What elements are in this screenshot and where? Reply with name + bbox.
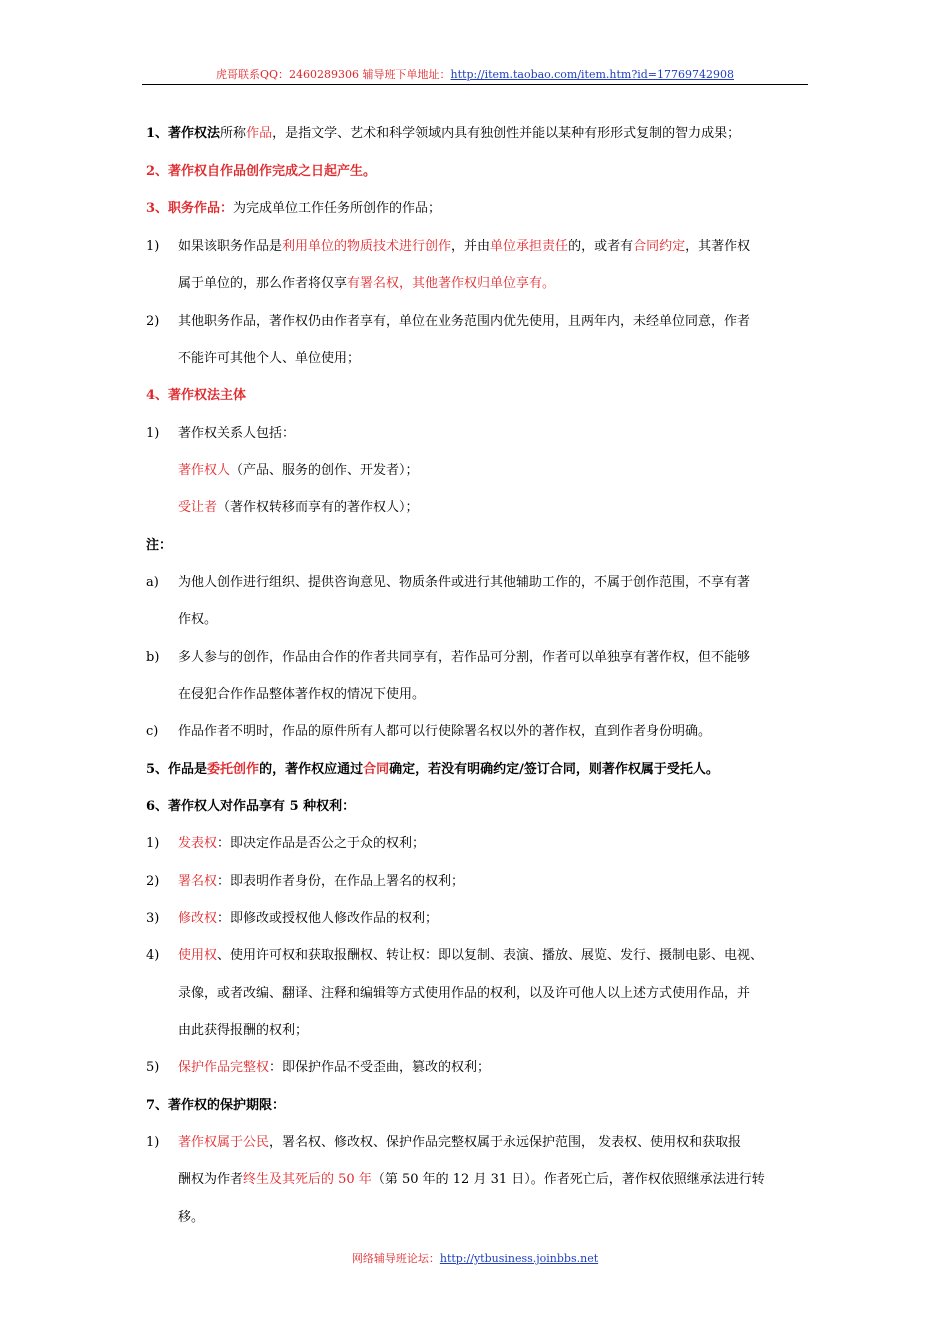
- list-item: 为他人创作进行组织、提供咨询意见、物质条件或进行其他辅助工作的，不属于创作范围，不享有著: [178, 575, 751, 590]
- list-number: a): [146, 575, 159, 590]
- footer-label: 网络辅导班论坛：: [351, 1252, 440, 1265]
- highlight: 署名权: [178, 874, 218, 889]
- section-1: [146, 125, 740, 143]
- list-item-cont: [178, 1171, 765, 1189]
- header-order-link[interactable]: http://item.taobao.com/item.htm?id=17769742908: [450, 68, 734, 81]
- list-number: 2): [146, 314, 160, 329]
- section-5: [146, 761, 719, 779]
- list-item-cont: 不能许可其他个人、单位使用；: [178, 351, 361, 366]
- text: （著作权转移而享有的著作权人）；: [217, 500, 419, 515]
- highlight: 著作权属于公民: [178, 1135, 270, 1150]
- highlight: 委托创作: [207, 762, 260, 777]
- text: 的，或者有: [568, 239, 634, 254]
- section-2: 2、著作权自作品创作完成之日起产生。: [146, 164, 377, 179]
- list-item: [178, 873, 464, 891]
- text: （产品、服务的创作、开发者）；: [230, 463, 419, 478]
- highlight: 使用权: [178, 948, 218, 963]
- list-item-cont: 作权。: [178, 612, 218, 627]
- text: 5、作品是: [146, 762, 208, 777]
- list-item: 作品作者不明时，作品的原件所有人都可以行使除署名权以外的著作权，直到作者身份明确。: [178, 724, 712, 739]
- highlight: 保护作品完整权: [178, 1060, 270, 1075]
- text: 确定，若没有明确约定/签订合同，则著作权属于受托人。: [389, 762, 719, 777]
- highlight: 有署名权，其他著作权归单位享有。: [347, 276, 556, 291]
- list-item: 著作权关系人包括：: [178, 426, 296, 441]
- list-item-cont: 在侵犯合作作品整体著作权的情况下使用。: [178, 687, 426, 702]
- text: ：即表明作者身份，在作品上署名的权利；: [217, 874, 465, 889]
- list-item: [178, 910, 438, 928]
- list-number: 1): [146, 239, 160, 254]
- list-number: 1): [146, 426, 160, 441]
- list-item: [178, 1134, 741, 1152]
- highlight: 合同约定: [633, 239, 686, 254]
- text: ，并由: [451, 239, 491, 254]
- list-number: 5): [146, 1060, 160, 1075]
- list-item: [178, 1059, 490, 1077]
- list-item-cont: [178, 275, 555, 293]
- highlight: 受让者: [178, 500, 218, 515]
- highlight: 发表权: [178, 836, 218, 851]
- section-4-heading: 4、著作权法主体: [146, 388, 247, 403]
- list-number: c): [146, 724, 159, 739]
- highlight: 著作权人: [178, 463, 231, 478]
- list-number: 1): [146, 1135, 160, 1150]
- list-item-cont: 由此获得报酬的权利；: [178, 1023, 309, 1038]
- text: ，其著作权: [685, 239, 751, 254]
- highlight: 合同: [363, 762, 390, 777]
- text: 、使用许可权和获取报酬权、转让权：即以复制、表演、播放、展览、发行、摄制电影、电视、: [217, 948, 764, 963]
- list-item: [178, 947, 763, 965]
- text: 的，著作权应通过: [259, 762, 364, 777]
- text: ：即决定作品是否公之于众的权利；: [217, 836, 426, 851]
- text: ，是指文学、艺术和科学领域内具有独创性并能以某种有形形式复制的智力成果；: [272, 126, 741, 141]
- section-6-heading: 6、著作权人对作品享有 5 种权利：: [146, 799, 356, 814]
- list-item: [178, 238, 750, 256]
- highlight: 修改权: [178, 911, 218, 926]
- text: ：即保护作品不受歪曲，篡改的权利；: [269, 1060, 491, 1075]
- text: （第 50 年的 12 月 31 日）。作者死亡后，著作权依照继承法进行转: [371, 1172, 765, 1187]
- list-item-cont: 录像，或者改编、翻译、注释和编辑等方式使用作品的权利，以及许可他人以上述方式使用作品，并: [178, 986, 751, 1001]
- list-number: 2): [146, 874, 160, 889]
- header-contact: 虎哥联系QQ：2460289306 辅导班下单地址：: [215, 68, 451, 81]
- list-item-cont: 移。: [178, 1210, 205, 1225]
- list-number: b): [146, 650, 160, 665]
- highlight: 单位承担责任: [490, 239, 569, 254]
- highlight: 利用单位的物质技术进行创作: [282, 239, 452, 254]
- list-number: 1): [146, 836, 160, 851]
- highlight: 终生及其死后的 50 年: [243, 1172, 372, 1187]
- list-number: 3): [146, 911, 160, 926]
- section-1-heading: 1、著作权法: [146, 126, 221, 141]
- section-3: [146, 200, 441, 218]
- list-number: 4): [146, 948, 160, 963]
- list-item-cont: [178, 499, 419, 517]
- text: 酬权为作者: [178, 1172, 244, 1187]
- list-item: 其他职务作品，著作权仍由作者享有，单位在业务范围内优先使用，且两年内，未经单位同意，作者: [178, 314, 751, 329]
- page-footer: [0, 1250, 950, 1266]
- footer-forum-link[interactable]: http://ytbusiness.joinbbs.net: [439, 1252, 599, 1265]
- text: ，署名权、修改权、保护作品完整权属于永远保护范围， 发表权、使用权和获取报: [269, 1135, 742, 1150]
- list-item: [178, 835, 425, 853]
- section-7-heading: 7、著作权的保护期限：: [146, 1098, 286, 1113]
- text: 为完成单位工作任务所创作的作品；: [233, 201, 442, 216]
- list-item-cont: [178, 462, 419, 480]
- highlight: 作品: [246, 126, 273, 141]
- section-3-heading: 3、职务作品：: [146, 201, 234, 216]
- note-heading: 注：: [146, 538, 173, 553]
- text: 属于单位的，那么作者将仅享: [178, 276, 348, 291]
- text: ：即修改或授权他人修改作品的权利；: [217, 911, 439, 926]
- text: 所称: [220, 126, 247, 141]
- text: 如果该职务作品是: [178, 239, 283, 254]
- list-item: 多人参与的创作，作品由合作的作者共同享有，若作品可分割，作者可以单独享有著作权，但不能够: [178, 650, 751, 665]
